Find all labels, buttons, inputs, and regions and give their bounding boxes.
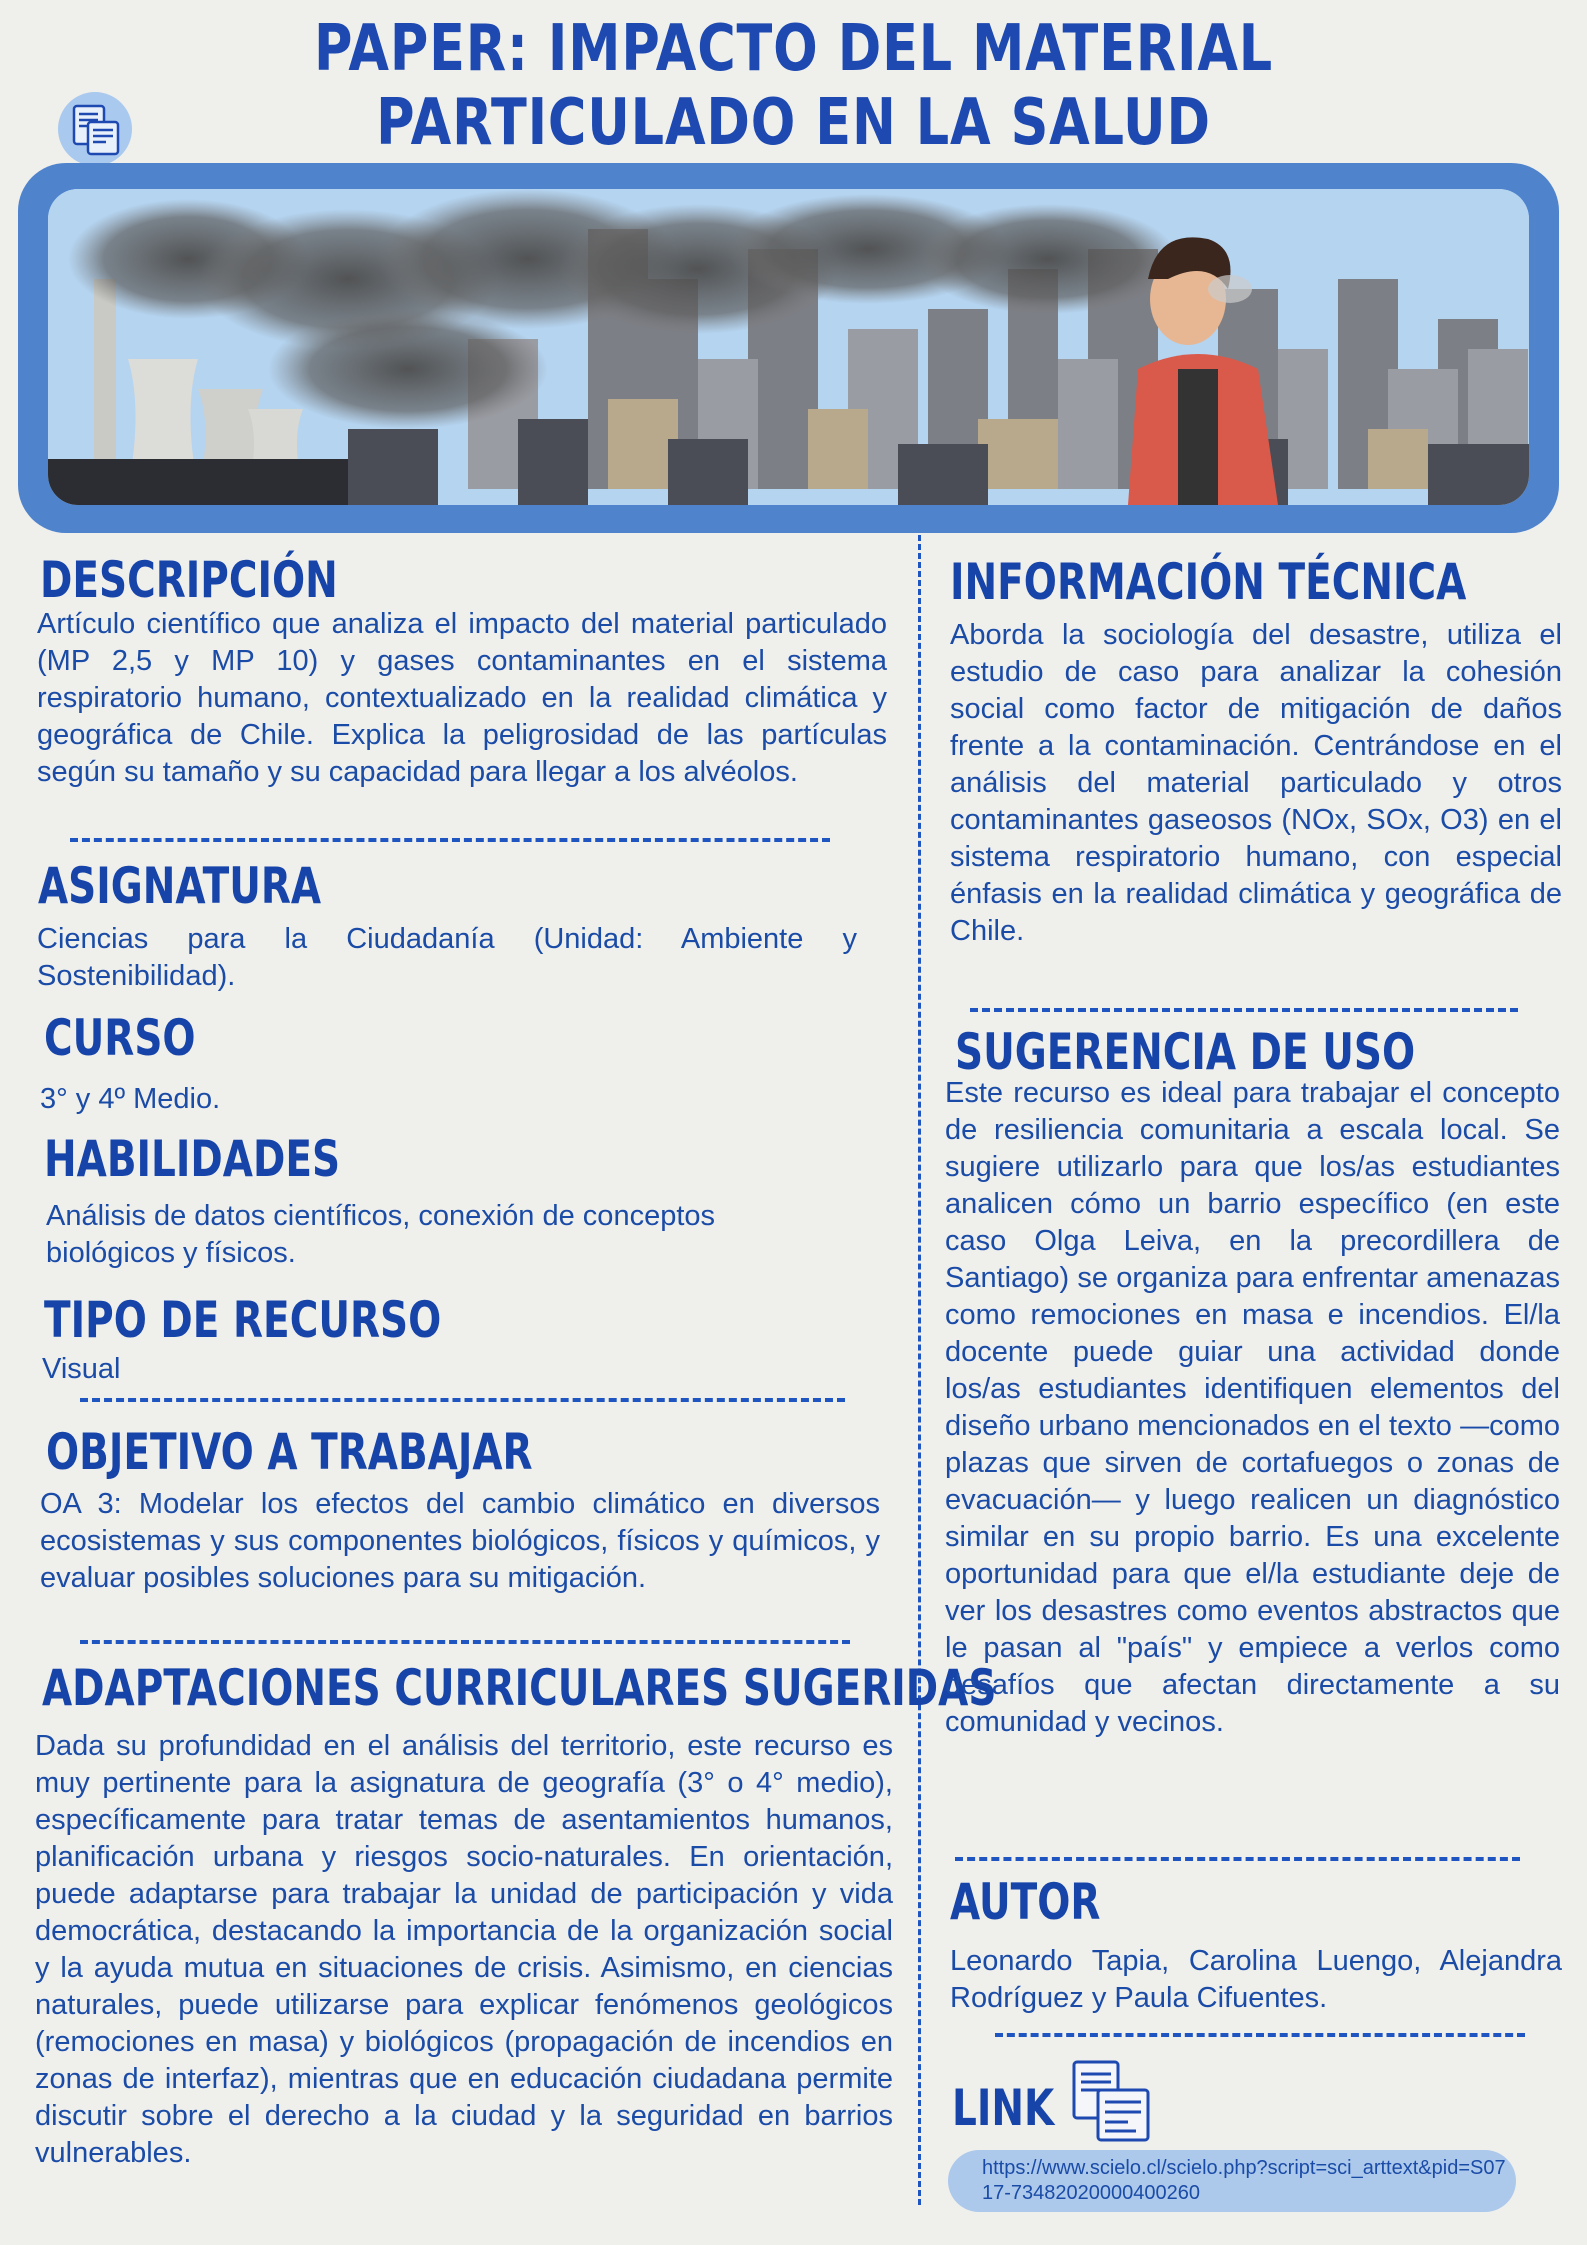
adaptaciones-text: Dada su profundidad en el análisis del territorio, este recurso es muy pertinente para la asignatura de geografía (3° o 4° medio), específicamente para tratar temas de asentamientos humanos, planificación urbana y riesgos socio-naturales. En orientación, puede adaptarse para trabajar la unidad de participación y vida democrática, destacando la importancia de la organización social y la ayuda mutua en situaciones de crisis. Asimismo, en ciencias naturales, puede utilizarse para explicar fenómenos geológicos (remociones en masa) y biológicos (propagación de incendios en zonas de interfaz), mientras que en educación ciudadana permite discutir sobre el derecho a la ciudad y la seguridad en barrios vulnerables. (35, 1730, 893, 2169)
adaptaciones-heading: ADAPTACIONES CURRICULARES SUGERIDAS (42, 1659, 997, 1717)
curso-text: 3° y 4º Medio. (40, 1083, 221, 1115)
asignatura-heading: ASIGNATURA (38, 857, 322, 915)
descripcion-heading: DESCRIPCIÓN (40, 551, 338, 609)
sugerencia-heading: SUGERENCIA DE USO (955, 1023, 1416, 1081)
descripcion-text: Artículo científico que analiza el impacto del material particulado (MP 2,5 y MP 10) y gases contaminantes en el sistema respiratorio humano, contextualizado en la realidad climática y geográfica de Chile. Explica la peligrosidad de las partículas según su tamaño y su capacidad para llegar a los alvéolos. (37, 608, 887, 788)
tipo-recurso-text: Visual (42, 1353, 121, 1385)
divider (80, 1640, 850, 1644)
objetivo-text: OA 3: Modelar los efectos del cambio climático en diversos ecosistemas y sus componentes biológicos, físicos y químicos, y evaluar posibles soluciones para su mitigación. (40, 1488, 880, 1594)
sugerencia-text: Este recurso es ideal para trabajar el concepto de resiliencia comunitaria a escala local. Se sugiere utilizarlo para que los/as estudiantes analicen cómo un barrio específico (en este caso Olga Leiva, en la precordillera de Santiago) se organiza para enfrentar amenazas como remociones en masa e incendios. El/la docente puede guiar una actividad donde los/as estudiantes identifiquen elementos del diseño urbano mencionados en el texto —como plazas que sirven de cortafuegos o zonas de evacuación— y luego realicen un diagnóstico similar en su propio barrio. Es una excelente oportunidad para que el/la estudiante deje de ver los desastres como eventos abstractos que le pasan al "país" y empiece a verlos como desafíos que afectan directamente a su comunidad y vecinos. (945, 1077, 1560, 1738)
habilidades-text: Análisis de datos científicos, conexión de conceptos biológicos y físicos. (46, 1200, 716, 1269)
informacion-heading: INFORMACIÓN TÉCNICA (950, 553, 1467, 611)
city-pollution-illustration (48, 189, 1529, 505)
document-icon (1066, 2056, 1156, 2146)
divider (970, 1008, 1518, 1012)
resource-link[interactable]: https://www.scielo.cl/scielo.php?script=sci_arttext&pid=S0717-73482020000400260 (948, 2150, 1516, 2212)
asignatura-text: Ciencias para la Ciudadanía (Unidad: Ambiente y Sostenibilidad). (37, 923, 857, 992)
divider (955, 1857, 1520, 1861)
objetivo-heading: OBJETIVO A TRABAJAR (46, 1423, 533, 1481)
column-divider (918, 535, 921, 2205)
autor-text: Leonardo Tapia, Carolina Luengo, Alejandra Rodríguez y Paula Cifuentes. (950, 1945, 1562, 2014)
divider (70, 838, 830, 842)
habilidades-heading: HABILIDADES (44, 1130, 341, 1188)
page-title: PAPER: IMPACTO DEL MATERIAL PARTICULADO EN LA SALUD (313, 12, 1274, 160)
divider (80, 1398, 845, 1402)
tipo-recurso-heading: TIPO DE RECURSO (44, 1291, 442, 1349)
informacion-text: Aborda la sociología del desastre, utiliza el estudio de caso para analizar la cohesión social como factor de mitigación de daños frente a la contaminación. Centrándose en el análisis del material particulado y otros contaminantes gaseosos (NOx, SOx, O3) en el sistema respiratorio humano, con especial énfasis en la realidad climática y geográfica de Chile. (950, 619, 1562, 947)
banner-frame (18, 163, 1559, 533)
divider (995, 2033, 1525, 2037)
document-icon (58, 92, 132, 166)
autor-heading: AUTOR (950, 1873, 1101, 1931)
link-heading: LINK (952, 2079, 1055, 2137)
curso-heading: CURSO (44, 1009, 196, 1067)
